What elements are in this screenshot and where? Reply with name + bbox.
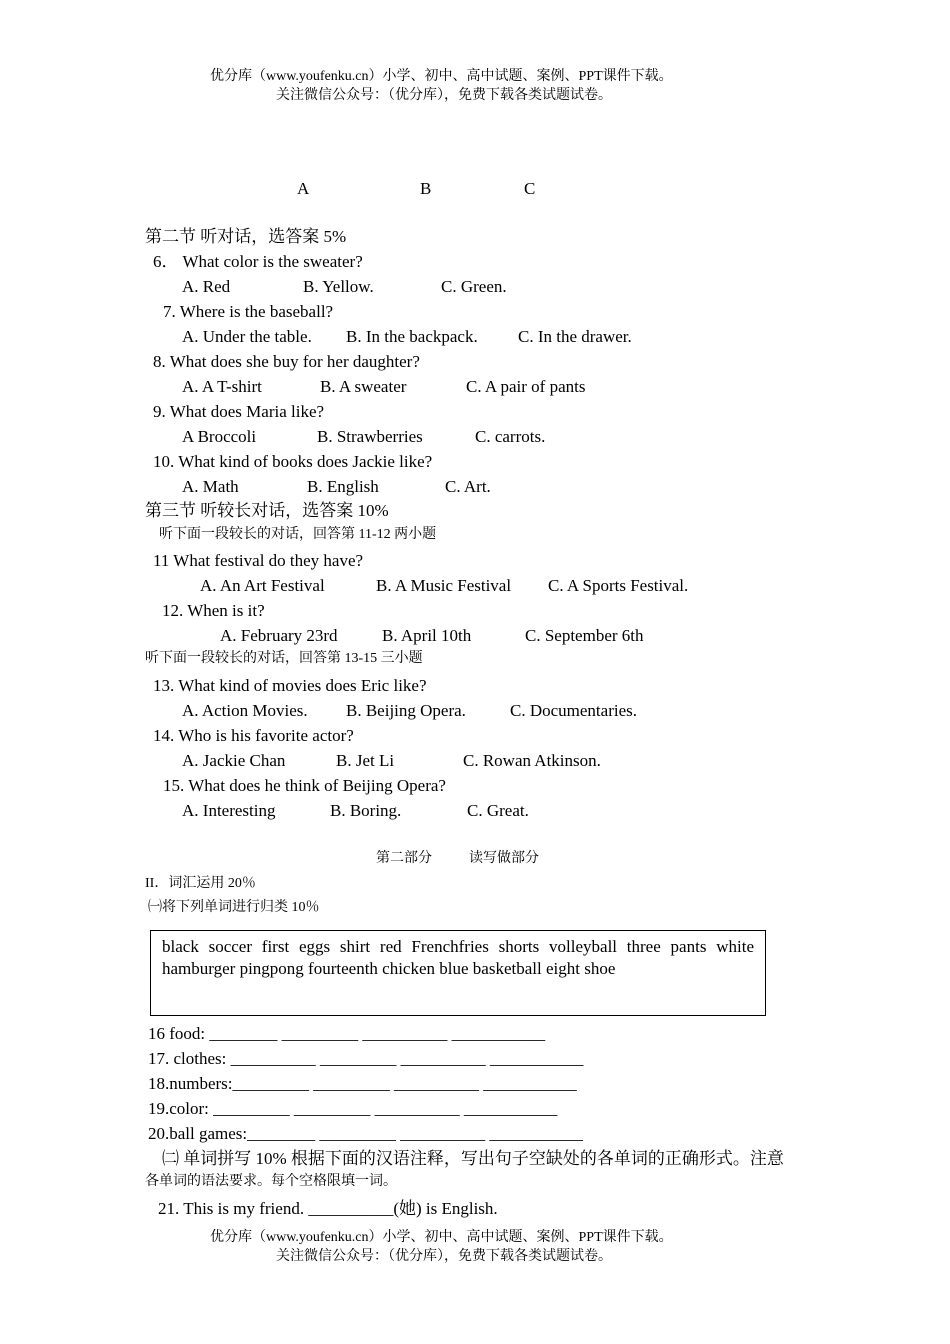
q12-option-a: A. February 23rd bbox=[220, 626, 338, 645]
q21: 21. This is my friend. __________(她) is English. bbox=[158, 1199, 498, 1218]
q7-option-a: A. Under the table. bbox=[182, 327, 312, 346]
q15-stem: 15. What does he think of Beijing Opera? bbox=[163, 776, 446, 795]
q15-option-a: A. Interesting bbox=[182, 801, 276, 820]
q14-option-a: A. Jackie Chan bbox=[182, 751, 286, 770]
q12-stem: 12. When is it? bbox=[162, 601, 265, 620]
q6-option-c: C. Green. bbox=[441, 277, 507, 296]
part-2-title: 第二部分 bbox=[376, 851, 432, 866]
q13-option-c: C. Documentaries. bbox=[510, 701, 637, 720]
q14-stem: 14. Who is his favorite actor? bbox=[153, 726, 354, 745]
q11-option-c: C. A Sports Festival. bbox=[548, 576, 689, 595]
q10-option-a: A. Math bbox=[182, 477, 239, 496]
q8-option-c: C. A pair of pants bbox=[466, 377, 586, 396]
q11-stem: 11 What festival do they have? bbox=[153, 551, 364, 570]
spelling-instructions-2: 各单词的语法要求。每个空格限填一词。 bbox=[145, 1174, 397, 1189]
q8-option-b: B. A sweater bbox=[320, 377, 407, 396]
section-2-title: 第二节 听对话，选答案 5% bbox=[145, 227, 347, 246]
category-ball-games: 20.ball games:________ _________ __________ ___________ bbox=[148, 1124, 583, 1143]
picture-label-a: A bbox=[297, 179, 310, 198]
q8-option-a: A. A T-shirt bbox=[182, 377, 262, 396]
q10-option-b: B. English bbox=[307, 477, 379, 496]
picture-label-b: B bbox=[420, 179, 432, 198]
classify-title: ㈠将下列单词进行归类 10％ bbox=[148, 900, 320, 915]
section-3-title: 第三节 听较长对话，选答案 10% bbox=[145, 501, 389, 520]
q9-option-b: B. Strawberries bbox=[317, 427, 423, 446]
q8-stem: 8. What does she buy for her daughter? bbox=[153, 352, 420, 371]
category-numbers: 18.numbers:_________ _________ __________ ___________ bbox=[148, 1074, 577, 1093]
q7-stem: 7. Where is the baseball? bbox=[163, 302, 334, 321]
q7-option-b: B. In the backpack. bbox=[346, 327, 478, 346]
q13-option-b: B. Beijing Opera. bbox=[346, 701, 466, 720]
q7-option-c: C. In the drawer. bbox=[518, 327, 632, 346]
category-color: 19.color: _________ _________ __________ ___________ bbox=[148, 1099, 558, 1118]
q14-option-c: C. Rowan Atkinson. bbox=[463, 751, 601, 770]
q11-option-b: B. A Music Festival bbox=[376, 576, 512, 595]
word-box bbox=[150, 930, 766, 1016]
word-box-text: black soccer first eggs shirt red Frenchfries shorts volleyball three pants white hamburger pingpong fourteenth chicken blue basketball eight shoe bbox=[162, 937, 754, 978]
q15-option-b: B. Boring. bbox=[330, 801, 402, 820]
footer-line-1: 优分库（www.youfenku.cn）小学、初中、高中试题、案例、PPT课件下载。 bbox=[210, 1230, 673, 1245]
spelling-instructions-1: ㈡ 单词拼写 10% 根据下面的汉语注释，写出句子空缺处的各单词的正确形式。注意 bbox=[162, 1149, 784, 1168]
q10-option-c: C. Art. bbox=[445, 477, 491, 496]
q12-option-b: B. April 10th bbox=[382, 626, 472, 645]
picture-label-c: C bbox=[524, 179, 536, 198]
q9-option-a: A Broccoli bbox=[182, 427, 257, 446]
q9-option-c: C. carrots. bbox=[475, 427, 546, 446]
footer-line-2: 关注微信公众号：（优分库），免费下载各类试题试卷。 bbox=[276, 1249, 612, 1264]
section-3-intro-1: 听下面一段较长的对话，回答第 11-12 两小题 bbox=[159, 527, 437, 542]
q13-option-a: A. Action Movies. bbox=[182, 701, 308, 720]
q14-option-b: B. Jet Li bbox=[336, 751, 395, 770]
category-clothes: 17. clothes: __________ _________ __________ ___________ bbox=[148, 1049, 584, 1068]
q10-stem: 10. What kind of books does Jackie like? bbox=[153, 452, 433, 471]
q11-option-a: A. An Art Festival bbox=[200, 576, 325, 595]
q12-option-c: C. September 6th bbox=[525, 626, 644, 645]
q6-stem: 6． What color is the sweater? bbox=[153, 252, 363, 271]
header-line-1: 优分库（www.youfenku.cn）小学、初中、高中试题、案例、PPT课件下载。 bbox=[210, 69, 673, 84]
q6-option-b: B. Yellow. bbox=[303, 277, 374, 296]
q13-stem: 13. What kind of movies does Eric like? bbox=[153, 676, 427, 695]
q9-stem: 9. What does Maria like? bbox=[153, 402, 325, 421]
q6-option-a: A. Red bbox=[182, 277, 231, 296]
part-2-subtitle: 读写做部分 bbox=[469, 851, 539, 866]
q15-option-c: C. Great. bbox=[467, 801, 529, 820]
header-line-2: 关注微信公众号：（优分库），免费下载各类试题试卷。 bbox=[276, 88, 612, 103]
section-3-intro-2: 听下面一段较长的对话，回答第 13-15 三小题 bbox=[145, 651, 423, 666]
category-food: 16 food: ________ _________ __________ ___________ bbox=[148, 1024, 546, 1043]
vocab-section-title: II．词汇运用 20％ bbox=[145, 876, 256, 891]
